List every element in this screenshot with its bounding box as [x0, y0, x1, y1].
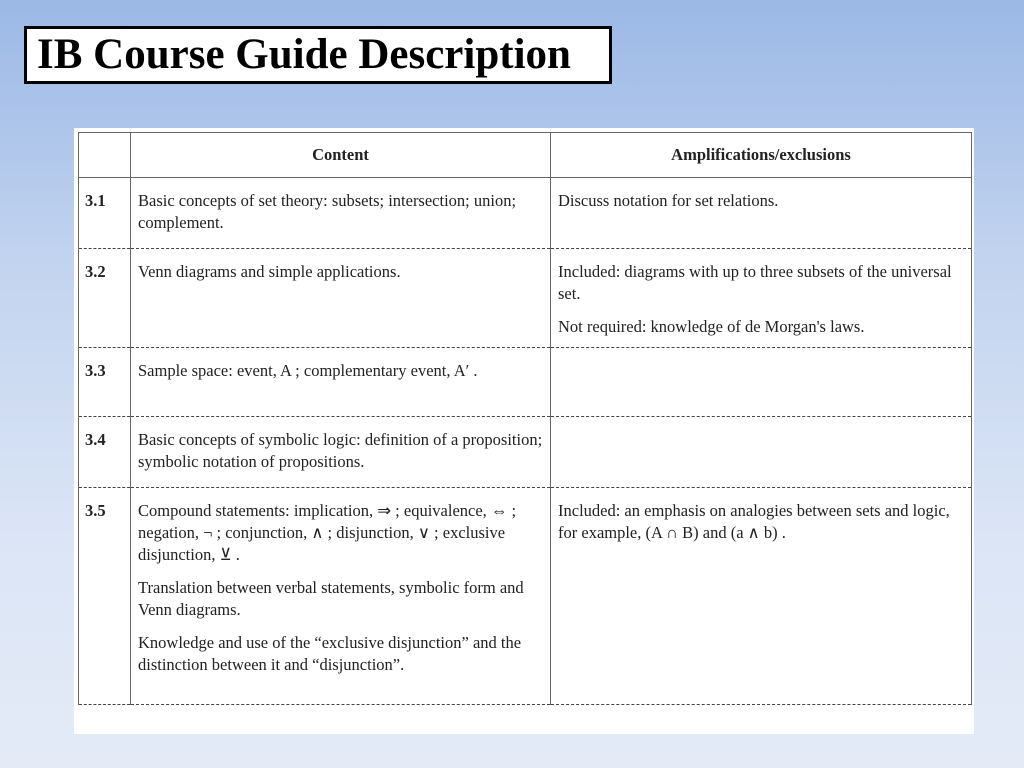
- table-row: [79, 488, 972, 705]
- row-number: 3.2: [79, 249, 131, 348]
- row-content: [131, 249, 551, 348]
- header-amplifications: Amplifications/exclusions: [551, 133, 972, 178]
- content-paragraph: Translation between verbal statements, symbolic form and Venn diagrams.: [138, 578, 524, 619]
- course-guide-table: [78, 132, 972, 705]
- content-paragraph: Venn diagrams and simple applications.: [138, 262, 401, 281]
- amplification-paragraph: Included: diagrams with up to three subsets of the universal set.: [558, 262, 952, 303]
- row-content: [131, 178, 551, 249]
- row-amplifications: [551, 249, 972, 348]
- row-content: [131, 488, 551, 705]
- row-number: 3.5: [79, 488, 131, 705]
- content-paragraph: Basic concepts of set theory: subsets; intersection; union; complement.: [138, 191, 517, 232]
- amplification-paragraph: Not required: knowledge of de Morgan's laws.: [558, 317, 865, 336]
- content-paragraph: Knowledge and use of the “exclusive disjunction” and the distinction between it and “disjunction”.: [138, 633, 522, 674]
- table-row: [79, 249, 972, 348]
- table-row: [79, 178, 972, 249]
- header-content: Content: [131, 133, 551, 178]
- table-row: [79, 348, 972, 417]
- slide-title: IB Course Guide Description: [24, 26, 612, 84]
- content-paragraph: Basic concepts of symbolic logic: definition of a proposition; symbolic notation of propositions.: [138, 430, 543, 471]
- amplification-paragraph: Discuss notation for set relations.: [558, 191, 779, 210]
- row-amplifications: [551, 417, 972, 488]
- row-amplifications: [551, 348, 972, 417]
- row-number: 3.1: [79, 178, 131, 249]
- row-number: 3.4: [79, 417, 131, 488]
- table-header-row: [79, 133, 972, 178]
- row-number: 3.3: [79, 348, 131, 417]
- table-row: [79, 417, 972, 488]
- content-paragraph: Sample space: event, A ; complementary event, A′ .: [138, 361, 478, 380]
- amplification-paragraph: Included: an emphasis on analogies between sets and logic, for example, (A ∩ B) and (a ∧ b) .: [558, 501, 950, 542]
- row-amplifications: [551, 488, 972, 705]
- row-content: [131, 348, 551, 417]
- header-number: [79, 133, 131, 178]
- row-amplifications: [551, 178, 972, 249]
- course-guide-table-image: [74, 128, 974, 734]
- row-content: [131, 417, 551, 488]
- content-paragraph: Compound statements: implication, ⇒ ; equivalence, ⇔ ; negation, ¬ ; conjunction, ∧ ; disjunction, ∨ ; exclusive disjunction, ⊻ .: [138, 501, 517, 564]
